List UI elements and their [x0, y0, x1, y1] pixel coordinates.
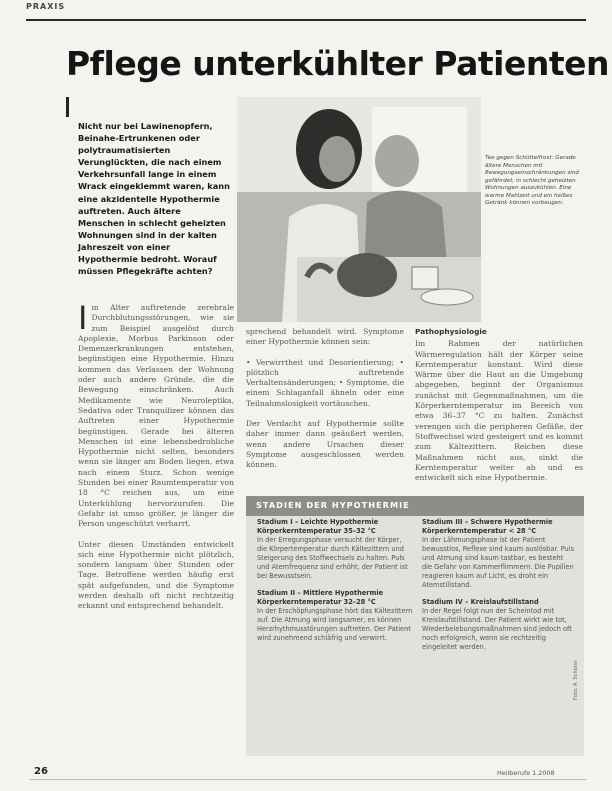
body-paragraph: sprechend behandelt wird. Symptome einer Hypothermie können sein: [246, 327, 404, 347]
stage-name: Stadium II – Mittlere Hypothermie [257, 589, 384, 597]
section-subhead: Pathophysiologie [415, 327, 487, 336]
stages-box-title: STADIEN DER HYPOTHERMIE [246, 496, 584, 516]
stages-column-right [422, 518, 574, 660]
body-column-3 [415, 327, 583, 493]
article-photo [237, 97, 481, 322]
body-column-1 [78, 299, 234, 622]
stage-text: In der Erschöpfungsphase hört das Kältezittern auf. Die Atmung wird langsamer, es können Herzrhythmusstörungen auftreten. Der Patient wird zunehmend schläfrig und verwirrt. [257, 607, 413, 642]
body-column-2 [246, 327, 404, 481]
stage-name: Stadium III – Schwere Hypothermie [422, 518, 553, 526]
footer-rule [30, 779, 586, 780]
body-paragraph: Im Rahmen der natürlichen Wärmeregulation hält der Körper seine Kerntemperatur konstant. Wird diese Wärme über die Haut an die Umgebung abgegeben, beginnt der Organismus zunächst mit Gegenmaßnahmen, um die Körperkerntemperatur im Bereich von etwa 36–37 °C zu halten. Zunächst verengen sich die peripheren Gefäße, der Stoffwechsel wird gesteigert und es kommt zum Kältezittern. Reichen diese Maßnahmen nicht aus, sinkt die Kerntemperatur weiter ab und es entwickelt sich eine Hypothermie. [415, 339, 583, 483]
article-lead: Nicht nur bei Lawinenopfern, Beinahe-Ertrunkenen oder polytraumatisierten Verunglückten, die nach einem Verkehrsunfall lange in einem Wrack eingeklemmt waren, kann eine akzidentelle Hypothermie auftreten. Auch ältere Menschen in schlecht geheizten Wohnungen sind in der kalten Jahreszeit von einer Hypothermie bedroht. Worauf müssen Pflegekräfte achten? [78, 121, 230, 277]
stage-temperature: Körperkerntemperatur 32–28 °C [257, 598, 376, 606]
body-paragraph: m Alter auftretende zerebrale Durchblutungsstörungen, wie sie zum Beispiel ausgelöst durch Apoplexie, Morbus Parkinson oder Demenzerkrankungen entstehen, begünstigen eine Hypothermie. Hinzu kommen das Verlassen der Wohnung oder auch andere Gründe, die die Bewegung einschränken. Auch Medikamente wie Neuroleptika, Sedativa oder Tranquilizer können das Auftreten einer Hypothermie begünstigen. Gerade bei älteren Menschen ist eine lebensbedrohliche Hypothermie nicht selten, besonders wenn sie länger am Boden liegen, etwa nach einem Sturz. Schon wenige Stunden bei einer Raumtemperatur von 18 °C reichen aus, um eine Unterkühlung hervorzurufen. Die Gefahr ist umso größer, je länger die Person ungeschützt verharrt. [78, 303, 234, 529]
stage-item [257, 518, 413, 581]
page-number: 26 [34, 766, 48, 777]
body-paragraph: Unter diesen Umständen entwickelt sich eine Hypothermie nicht plötzlich, sondern langsam über Stunden oder Tage. Betroffene werden häufig erst spät aufgefunden, und die Symptome werden deshalb oft nicht rechtzeitig erkannt und entsprechend behandelt. [78, 539, 234, 611]
stages-column-left [257, 518, 413, 651]
stage-item [422, 598, 574, 652]
stage-name: Stadium I – Leichte Hypothermie [257, 518, 379, 526]
drop-cap: I [78, 299, 88, 337]
photo-credit: Foto: A. Schürer [573, 660, 579, 700]
body-paragraph: Der Verdacht auf Hypothermie sollte daher immer dann geäußert werden, wenn andere Ursachen dieser Symptome ausgeschlossen werden können. [246, 419, 404, 470]
header-rule [26, 9, 586, 21]
stage-temperature: Körperkerntemperatur < 28 °C [422, 527, 537, 535]
stage-item [257, 589, 413, 643]
stage-text: In der Regel folgt nun der Scheintod mit Kreislaufstillstand. Der Patient wirkt wie tot, Wiederbelebungsmaßnahmen sind jedoch oft noch erfolgreich, wenn sie rechtzeitig eingeleitet werden. [422, 607, 572, 651]
section-tag: PRAXIS [26, 2, 66, 11]
photo-caption: Tee gegen Schüttelfrost: Gerade ältere Menschen mit Bewegungseinschränkungen sind gefährdet, in schlecht geheizten Wohnungen auszukühlen. Eine warme Mahlzeit und ein heißes Getränk können vorbeugen. [485, 155, 579, 206]
symptom-list: • Verwirrtheit und Desorientierung; • plötzlich auftretende Verhaltensänderungen; • Symptome, die einem Schlaganfall ähneln oder eine Teilnahmslosigkeit vortäuschen. [246, 357, 404, 408]
stage-item [422, 518, 574, 590]
article-title: Pflege unterkühlter Patienten [66, 44, 609, 83]
stage-text: In der Lähmungsphase ist der Patient bewusstlos, Reflexe sind kaum auslösbar. Puls und Atmung sind kaum tastbar, es besteht die Gefahr von Kammerflimmern. Die Pupillen reagieren kaum auf Licht, es droht ein Atemstillstand. [422, 536, 575, 589]
stage-name: Stadium IV – Kreislaufstillstand [422, 598, 539, 606]
stage-temperature: Körperkerntemperatur 35–32 °C [257, 527, 376, 535]
issue-reference: Heilberufe 1.2008 [497, 769, 555, 777]
lead-accent-bar [66, 97, 69, 117]
stages-box [246, 496, 584, 756]
stage-text: In der Erregungsphase versucht der Körper, die Körpertemperatur durch Kältezittern und Steigerung des Stoffwechsels zu halten. Puls und Atemfrequenz sind erhöht, der Patient ist bei Bewusstsein. [257, 536, 408, 580]
